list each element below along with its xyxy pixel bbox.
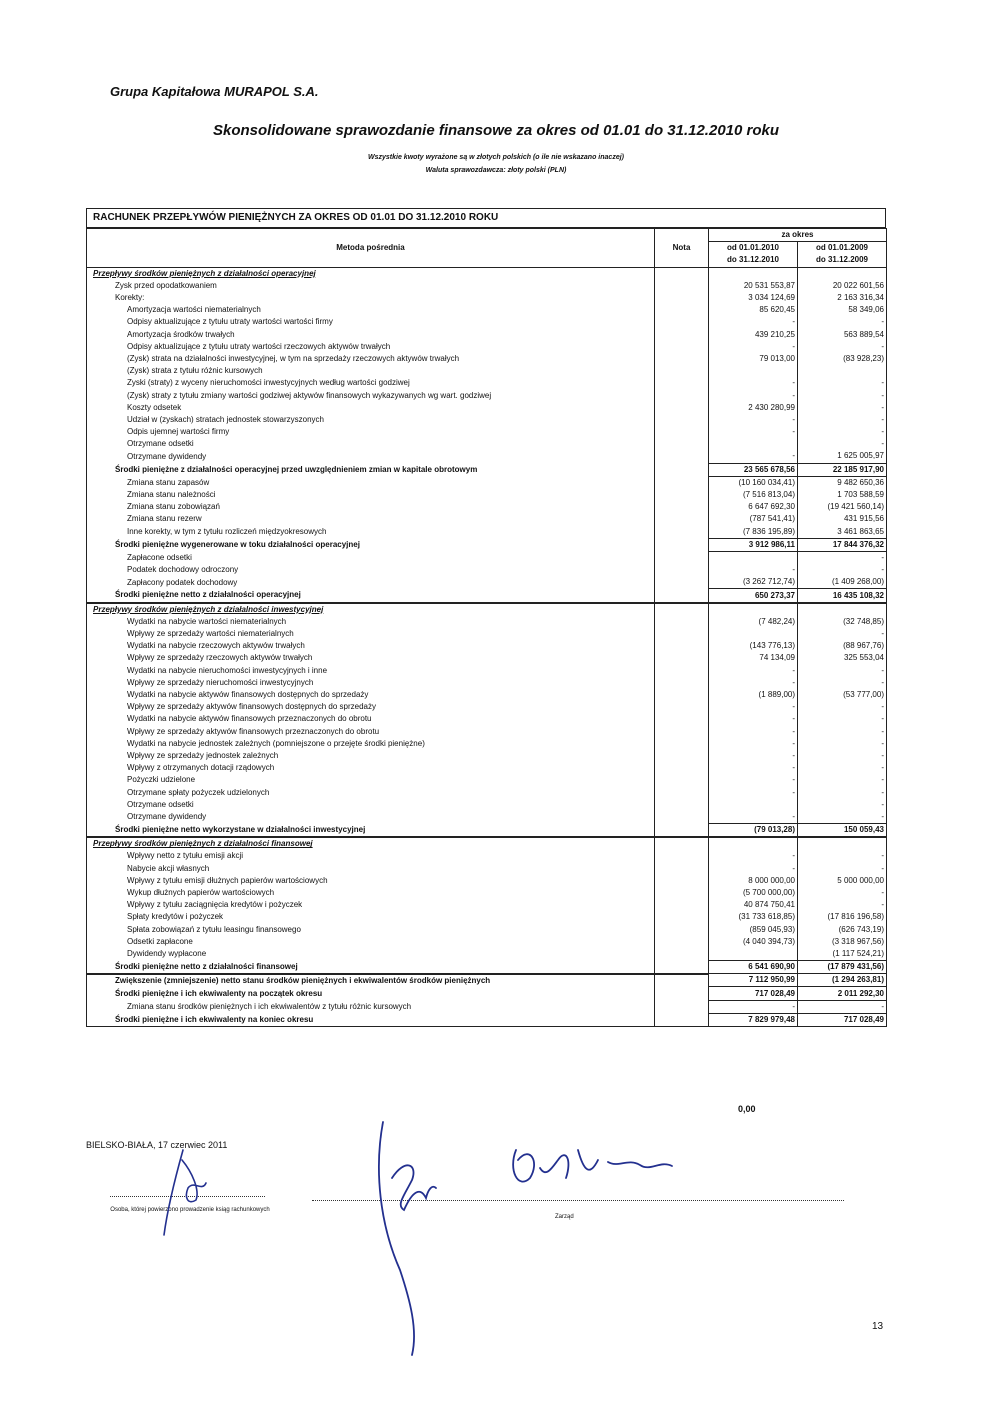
row-label: Dywidendy wypłacone (87, 948, 655, 961)
period-header: za okres (709, 229, 887, 242)
currency-note: Wszystkie kwoty wyrażone są w złotych polskich (o ile nie wskazano inaczej) (368, 154, 624, 161)
row-label: Zapłacony podatek dochodowy (87, 576, 655, 589)
row-label: Wpływy ze sprzedaży nieruchomości inwestycyjnych (87, 677, 655, 689)
extra-value: 0,00 (738, 1104, 756, 1114)
row-label: Wydatki na nabycie nieruchomości inwestycyjnych i inne (87, 665, 655, 677)
value-2010: 79 013,00 (709, 353, 798, 365)
value-2009: (17 879 431,56) (798, 961, 887, 974)
value-2009: 431 915,56 (798, 513, 887, 525)
signature-board-1 (379, 1122, 436, 1355)
row-label: Odpisy aktualizujące z tytułu utraty wartości rzeczowych aktywów trwałych (87, 341, 655, 353)
value-2010: (1 889,00) (709, 689, 798, 701)
value-2010: - (709, 726, 798, 738)
value-2010: - (709, 677, 798, 689)
value-2009: - (798, 774, 887, 786)
row-label: Nabycie akcji własnych (87, 863, 655, 875)
row-label: Środki pieniężne i ich ekwiwalenty na koniec okresu (87, 1013, 655, 1026)
value-2009: (19 421 560,14) (798, 501, 887, 513)
value-2009: (626 743,19) (798, 924, 887, 936)
value-2010: 2 430 280,99 (709, 402, 798, 414)
row-label: Koszty odsetek (87, 402, 655, 414)
row-label: Wydatki na nabycie aktywów finansowych dostępnych do sprzedaży (87, 689, 655, 701)
row-label: Spłata zobowiązań z tytułu leasingu finansowego (87, 924, 655, 936)
method-header: Metoda pośrednia (87, 229, 655, 268)
value-2010: - (709, 665, 798, 677)
value-2010: 7 829 979,48 (709, 1013, 798, 1026)
value-2009: 325 553,04 (798, 652, 887, 664)
value-2009: 58 349,06 (798, 304, 887, 316)
value-2010: (10 160 034,41) (709, 476, 798, 489)
value-2009: (53 777,00) (798, 689, 887, 701)
value-2009: (1 409 268,00) (798, 576, 887, 589)
value-2009: - (798, 811, 887, 824)
value-2010: - (709, 762, 798, 774)
row-label: Udział w (zyskach) stratach jednostek stowarzyszonych (87, 414, 655, 426)
value-2009: 150 059,43 (798, 824, 887, 838)
col1-end: do 31.12.2010 (709, 254, 798, 267)
row-label: Wpływy z otrzymanych dotacji rządowych (87, 762, 655, 774)
row-label: Zyski (straty) z wyceny nieruchomości inwestycyjnych według wartości godziwej (87, 377, 655, 389)
col2-start: od 01.01.2009 (798, 242, 887, 255)
value-2010: - (709, 389, 798, 401)
row-label: Zapłacone odsetki (87, 551, 655, 564)
value-2009: 1 703 588,59 (798, 489, 887, 501)
row-label: Środki pieniężne wygenerowane w toku działalności operacyjnej (87, 538, 655, 551)
value-2009: - (798, 551, 887, 564)
value-2010: - (709, 738, 798, 750)
value-2010: - (709, 450, 798, 463)
row-label: Odsetki zapłacone (87, 936, 655, 948)
row-label: Przepływy środków pieniężnych z działalności operacyjnej (87, 267, 655, 280)
value-2009: - (798, 887, 887, 899)
col2-end: do 31.12.2009 (798, 254, 887, 267)
row-label: Zmiana stanu środków pieniężnych i ich ekwiwalentów z tytułu różnic kursowych (87, 1000, 655, 1013)
value-2010: - (709, 713, 798, 725)
value-2010: - (709, 750, 798, 762)
value-2010: (4 040 394,73) (709, 936, 798, 948)
value-2010: 74 134,09 (709, 652, 798, 664)
value-2010: (31 733 618,85) (709, 911, 798, 923)
value-2010: 717 028,49 (709, 987, 798, 1000)
row-label: Wpływy z tytułu emisji dłużnych papierów wartościowych (87, 875, 655, 887)
value-2010: (5 700 000,00) (709, 887, 798, 899)
value-2009: 20 022 601,56 (798, 280, 887, 292)
value-2010: - (709, 701, 798, 713)
value-2010: 85 620,45 (709, 304, 798, 316)
row-label: Środki pieniężne i ich ekwiwalenty na początek okresu (87, 987, 655, 1000)
value-2010: 3 912 986,11 (709, 538, 798, 551)
row-label: (Zysk) straty z tytułu zmiany wartości godziwej aktywów finansowych wykazywanych wg wart. godziwej (87, 389, 655, 401)
row-label: Przepływy środków pieniężnych z działalności inwestycyjnej (87, 603, 655, 616)
value-2009: (1 294 263,81) (798, 974, 887, 987)
value-2010: - (709, 414, 798, 426)
value-2009: (88 967,76) (798, 640, 887, 652)
row-label: Zwiększenie (zmniejszenie) netto stanu środków pieniężnych i ekwiwalentów środków pieniężnych (87, 974, 655, 987)
row-label: Spłaty kredytów i pożyczek (87, 911, 655, 923)
value-2010: - (709, 850, 798, 862)
value-2009: 9 482 650,36 (798, 476, 887, 489)
row-label: Środki pieniężne netto wykorzystane w działalności inwestycyjnej (87, 824, 655, 838)
row-label: Wpływy ze sprzedaży jednostek zależnych (87, 750, 655, 762)
value-2010: - (709, 863, 798, 875)
value-2009: 563 889,54 (798, 329, 887, 341)
value-2010: (7 516 813,04) (709, 489, 798, 501)
value-2009: - (798, 726, 887, 738)
value-2010: (7 836 195,89) (709, 526, 798, 539)
row-label: Wpływy ze sprzedaży rzeczowych aktywów trwałych (87, 652, 655, 664)
signature-board-2 (513, 1150, 672, 1182)
value-2009: - (798, 438, 887, 450)
value-2009: - (798, 677, 887, 689)
value-2009: (83 928,23) (798, 353, 887, 365)
row-label: Wpływy ze sprzedaży aktywów finansowych przeznaczonych do obrotu (87, 726, 655, 738)
row-label: Inne korekty, w tym z tytułu rozliczeń międzyokresowych (87, 526, 655, 539)
value-2010: - (709, 316, 798, 328)
value-2009: - (798, 799, 887, 811)
value-2009: - (798, 863, 887, 875)
row-label: Wydatki na nabycie aktywów finansowych przeznaczonych do obrotu (87, 713, 655, 725)
value-2009: (32 748,85) (798, 616, 887, 628)
value-2010: (143 776,13) (709, 640, 798, 652)
row-label: Środki pieniężne netto z działalności finansowej (87, 961, 655, 974)
value-2010: (7 482,24) (709, 616, 798, 628)
row-label: (Zysk) strata na działalności inwestycyjnej, w tym na sprzedaży rzeczowych aktywów trwałych (87, 353, 655, 365)
value-2010: - (709, 564, 798, 576)
accountant-caption: Osoba, której powierzono prowadzenie ksiąg rachunkowych (110, 1207, 270, 1213)
row-label: Przepływy środków pieniężnych z działalności finansowej (87, 837, 655, 850)
row-label: Zmiana stanu zobowiązań (87, 501, 655, 513)
value-2009: - (798, 750, 887, 762)
value-2009: (1 117 524,21) (798, 948, 887, 961)
value-2010: (859 045,93) (709, 924, 798, 936)
value-2009: 16 435 108,32 (798, 589, 887, 603)
value-2009: - (798, 426, 887, 438)
page-number: 13 (872, 1321, 884, 1332)
report-title: Skonsolidowane sprawozdanie finansowe za okres od 01.01 do 31.12.2010 roku (212, 122, 780, 139)
value-2010: 650 273,37 (709, 589, 798, 603)
statement-title: RACHUNEK PRZEPŁYWÓW PIENIĘŻNYCH ZA OKRES OD 01.01 DO 31.12.2010 ROKU (86, 208, 886, 228)
value-2010: - (709, 426, 798, 438)
value-2009: (3 318 967,56) (798, 936, 887, 948)
row-label: (Zysk) strata z tytułu różnic kursowych (87, 365, 655, 377)
value-2010: 23 565 678,56 (709, 463, 798, 476)
value-2010: - (709, 341, 798, 353)
value-2010: - (709, 774, 798, 786)
value-2009: 2 163 316,34 (798, 292, 887, 304)
value-2009: - (798, 665, 887, 677)
value-2009: - (798, 628, 887, 640)
value-2009: - (798, 564, 887, 576)
value-2009: 717 028,49 (798, 1013, 887, 1026)
reporting-currency-note: Waluta sprawozdawcza: złoty polski (PLN) (425, 167, 567, 174)
value-2010: 3 034 124,69 (709, 292, 798, 304)
row-label: Wydatki na nabycie wartości niematerialnych (87, 616, 655, 628)
value-2009: 1 625 005,97 (798, 450, 887, 463)
row-label: Otrzymane odsetki (87, 799, 655, 811)
value-2009: - (798, 1000, 887, 1013)
row-label: Odpis ujemnej wartości firmy (87, 426, 655, 438)
row-label: Otrzymane odsetki (87, 438, 655, 450)
row-label: Wpływy ze sprzedaży aktywów finansowych dostępnych do sprzedaży (87, 701, 655, 713)
row-label: Zysk przed opodatkowaniem (87, 280, 655, 292)
value-2010: - (709, 377, 798, 389)
value-2009: - (798, 341, 887, 353)
row-label: Wykup dłużnych papierów wartościowych (87, 887, 655, 899)
value-2010: (3 262 712,74) (709, 576, 798, 589)
col1-start: od 01.01.2010 (709, 242, 798, 255)
value-2010: - (709, 811, 798, 824)
row-label: Zmiana stanu należności (87, 489, 655, 501)
value-2009: - (798, 316, 887, 328)
value-2010: - (709, 1000, 798, 1013)
row-label: Wpływy netto z tytułu emisji akcji (87, 850, 655, 862)
value-2009: 3 461 863,65 (798, 526, 887, 539)
row-label: Zmiana stanu zapasów (87, 476, 655, 489)
value-2010: (787 541,41) (709, 513, 798, 525)
row-label: Pożyczki udzielone (87, 774, 655, 786)
value-2010: 40 874 750,41 (709, 899, 798, 911)
row-label: Korekty: (87, 292, 655, 304)
value-2009: - (798, 402, 887, 414)
place-date: BIELSKO-BIAŁA, 17 czerwiec 2011 (86, 1140, 228, 1150)
value-2010: (79 013,28) (709, 824, 798, 838)
value-2009: - (798, 762, 887, 774)
value-2010: 8 000 000,00 (709, 875, 798, 887)
value-2009: 22 185 917,90 (798, 463, 887, 476)
value-2009: (17 816 196,58) (798, 911, 887, 923)
value-2009: 5 000 000,00 (798, 875, 887, 887)
company-name: Grupa Kapitałowa MURAPOL S.A. (110, 84, 319, 99)
row-label: Odpisy aktualizujące z tytułu utraty wartości wartości firmy (87, 316, 655, 328)
value-2010: 20 531 553,87 (709, 280, 798, 292)
value-2009: - (798, 738, 887, 750)
board-caption: Zarząd (555, 1214, 574, 1220)
row-label: Wydatki na nabycie jednostek zależnych (pomniejszone o przejęte środki pieniężne) (87, 738, 655, 750)
value-2009: - (798, 786, 887, 798)
row-label: Otrzymane dywidendy (87, 450, 655, 463)
value-2009: 2 011 292,30 (798, 987, 887, 1000)
row-label: Zmiana stanu rezerw (87, 513, 655, 525)
row-label: Wpływy z tytułu zaciągnięcia kredytów i pożyczek (87, 899, 655, 911)
row-label: Środki pieniężne netto z działalności operacyjnej (87, 589, 655, 603)
value-2009: - (798, 701, 887, 713)
row-label: Amortyzacja wartości niematerialnych (87, 304, 655, 316)
row-label: Wydatki na nabycie rzeczowych aktywów trwałych (87, 640, 655, 652)
value-2010: 6 541 690,90 (709, 961, 798, 974)
value-2009: 17 844 376,32 (798, 538, 887, 551)
row-label: Otrzymane dywidendy (87, 811, 655, 824)
value-2010: 6 647 692,30 (709, 501, 798, 513)
row-label: Podatek dochodowy odroczony (87, 564, 655, 576)
nota-header: Nota (655, 229, 709, 268)
value-2009: - (798, 414, 887, 426)
value-2010: 439 210,25 (709, 329, 798, 341)
row-label: Środki pieniężne z działalności operacyjnej przed uwzględnieniem zmian w kapitale obrotowym (87, 463, 655, 476)
value-2010: 7 112 950,99 (709, 974, 798, 987)
value-2010: - (709, 786, 798, 798)
value-2009: - (798, 389, 887, 401)
row-label: Otrzymane spłaty pożyczek udzielonych (87, 786, 655, 798)
row-label: Amortyzacja środków trwałych (87, 329, 655, 341)
value-2009: - (798, 899, 887, 911)
value-2009: - (798, 377, 887, 389)
value-2009: - (798, 713, 887, 725)
signature-accountant (164, 1150, 206, 1235)
value-2009: - (798, 850, 887, 862)
row-label: Wpływy ze sprzedaży wartości niematerialnych (87, 628, 655, 640)
